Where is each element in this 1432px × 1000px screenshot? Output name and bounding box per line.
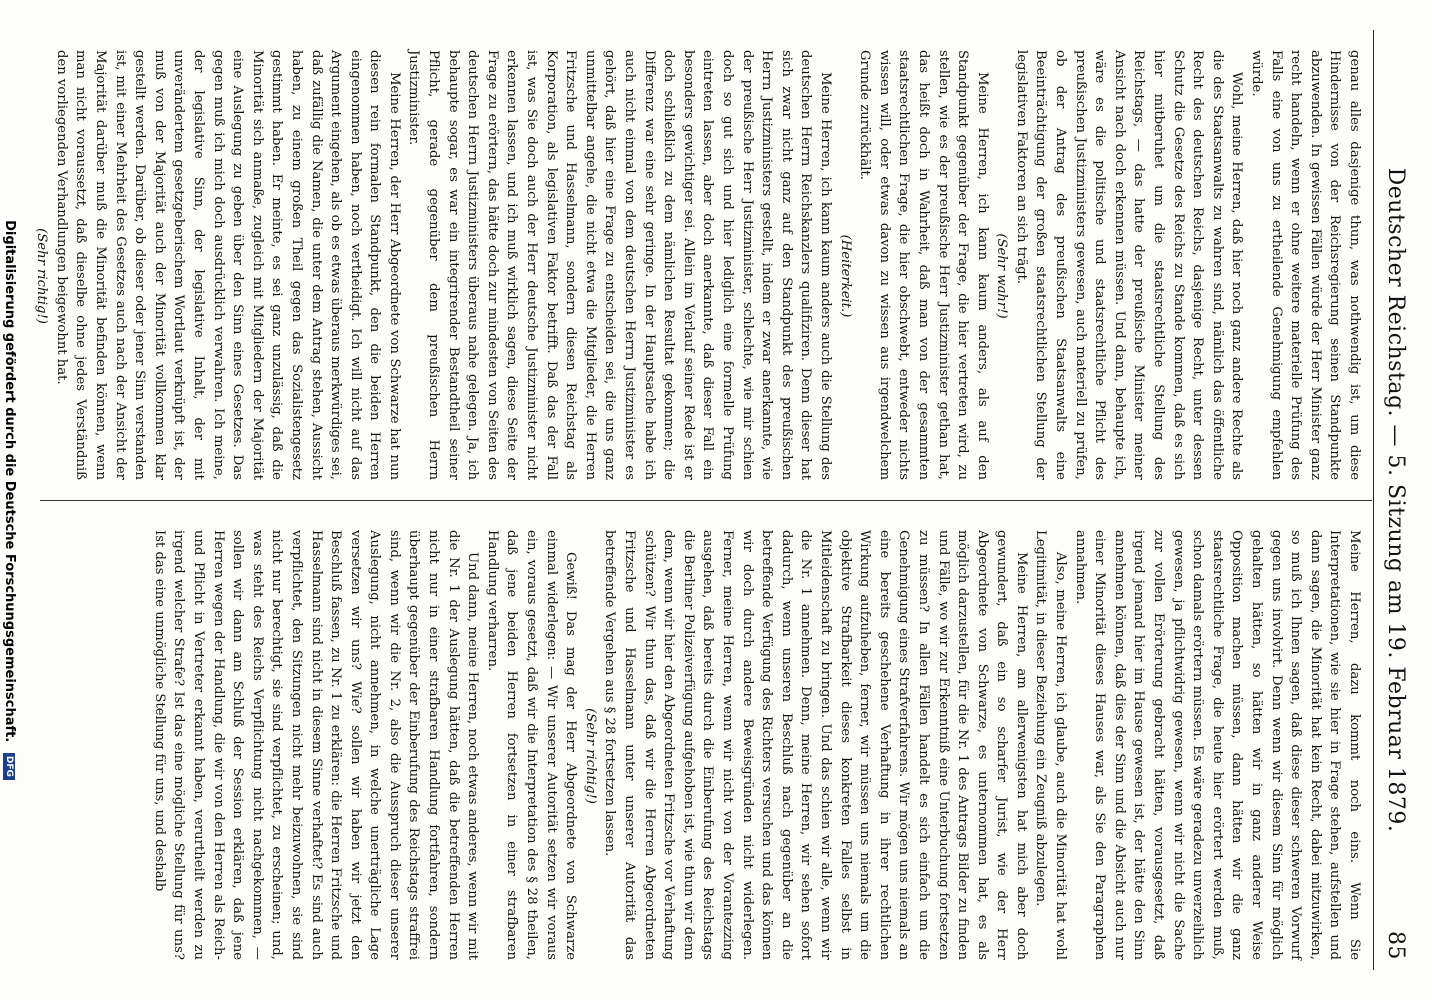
paragraph: Meine Herren, am allerwenigsten hat mich aber doch gewundert, daß ein so scharfer Jurist, wie der Herr Abgeordnete von Schwarze, es unternommen hat, es als möglich darzustellen, für die Nr. 1 des Antrags Bilder zu finden und Fälle, wo wir zur Erkenntniß eine Unterbuchung fortsetzen zu müssen? In allen Fällen handelt es sich einfach um die Genehmigung eines Strafverfahrens. Wir mögen uns niemals an eine bereits geschehene Verhaftung in ihrer rechtlichen Wirkung aufzuheben, ferner, wir müssen uns niemals um die objektive Strafbarkeit dieses konkreten Falles selbst in Mitleidenschaft zu bringen. Und das schien wir alle, wenn wir die Nr. 1 annehmen. Denn, meine Herren, wir sehen sofort dadurch, wenn unseren Beschluß nach gegenüber an die betreffende Verfügung des Richters versuchen und das können wir doch durch andere Beweisgründen nicht widerlegen. Ferner, meine Herren, wenn wir nicht von der Vorantezzing ausgehen, daß bereits durch die Einberufung des Reichstags die Berliner Polizeiverfügung aufgehoben ist, wie thun wir denn dem, wenn wir hier den Abgeordneten Fritzsche vor Verhaftung schützen? Wir thun das, daß wir die Herren Abgeordneten Fritzsche und Hasselmann unter unserer Autorität das betreffende Vergehen aus § 28 fortsetzen lassen. bbox=[602, 530, 1029, 960]
paragraph: Und dann, meine Herren, noch etwas anderes, wenn wir mit die Nr. 1 der Auslegung hätten, daß die betreffenden Herren nicht nur in einer strafbaren Handlung fortfahren, sondern überhaupt gegenüber der Einberufung des Reichstags straffrei sind, wenn wir die Nr. 2, also die Ausspruch dieser unserer Auslegung, nicht annehmen, in welche unerträgliche Lage versetzen wir uns? Wie? sollen wir haben wir jetzt den Beschluß fassen, zu Nr. 1 zu erklären: die Herren Fritzsche und Hasselmann sind nicht in diesem Sinne verhaftet? Es sind auch verpflichtet, den Sitzungen nicht mehr beizuwohnen, sie sind nicht nur berechtigt, sie sind verpflichtet, zu erscheinen; und, was steht des Reichs Verpflichtung nicht nachgekommen, — sollen wir dann am Schluß der Session erklären, daß jene Herren wegen der Handlung, die wir von den Herren als Reich- und Pflicht in Vertreter erkannt haben, verurtheilt werden zu irgend welcher Strafe? Ist das eine mögliche Stellung für uns? Ist das eine unmögliche Stellung für uns, und deshalb bbox=[151, 530, 481, 960]
interjection-note: (Sehr richtig!) bbox=[582, 708, 598, 804]
footer-text: Digitalisierung gefördert durch die Deutsche Forschungsgemeinschaft. bbox=[2, 220, 17, 743]
paragraph: Gewiß! Das mag der Herr Abgeordnete von Schwarze einmal widerlegen: — Wir unserer Autorität setzen wir voraus ein, voraus gesetzt, daß wir die Interpretation des § 28 theilen, daß jene beiden Herren fortsetzen in einer strafbaren Handlung verharren. bbox=[484, 530, 579, 960]
paragraph: genau alles dasjenige thun, was nothwendig ist, um diese Hindernisse von der Reichsregierung seinen Standpunkte abzuwenden. In gewissen Fällen würde der Herr Minister ganz recht handeln, wenn er ohne weitere materielle Prüfung des Falls eine von uns zu ertheilende Genehmigung empfehlen würde. bbox=[1249, 50, 1362, 480]
interjection-note: (Sehr richtig!) bbox=[34, 228, 50, 324]
paragraph: Meine Herren, der Herr Abgeordnete von Schwarze hat nun diesen rein formalen Standpunkt, den die beiden Herren eingenommen haben, noch vertheidigt. Ich will nicht auf das Argument eingehen, als ob es etwas überaus merkwürdiges sei, daß zufällig die Namen, die unter dem Antrag stehen, Aussicht haben, zu einem großen Theil gegen das Sozialistengesetz gestimmt haben. Er meinte, es sei ganz unzulässig, daß die Minorität sich anmaße, zugleich mit Mitgliedern der Majorität eine Auslegung zu geben über den Sinn eines Gesetzes. Das gegen muß ich mich doch ausdrücklich verwahren. Ich meine, der legislative Sinn, der legislative Inhalt, der mit unverändertem gesetzgeberischem Wortlaut verknüpft ist, der muß von der Majorität auch der Minorität vollkommen klar gestellt werden. Darüber, ob dieser oder jener Sinn verstanden ist, mit einer Mehrheit des Gesetzes auch nach der Ansicht der Majorität darüber muß die Minorität befinden können, wenn man nicht voraussetzt, daß dieselbe ohne jedes Verständniß den vorliegenden Verhandlungen beigewohnt hat. bbox=[53, 50, 402, 480]
header-rule bbox=[1373, 30, 1374, 970]
paragraph: Meine Herren, dazu kommt noch eins. Wenn Sie Interpretationen, wie sie hier in Frage stehen, aufstellen und dann sagen, die Minorität hat kein Recht, dabei mitzuwirken, so muß ich Ihnen sagen, daß diese dieser schweren Vorwurf gegen uns involvirt. Denn wenn wir diesem Sinn für möglich gehalten hätten, so hätten wir in ganz anderer Weise Opposition machen müssen, dann hätten wir die ganz staatsrechtliche Frage, die heute hier erörtert werden muß, schon damals erörtern müssen. Es wäre geradezu unverzeihlich gewesen, ja pflichtwidrig gewesen, wenn wir nicht die Sache zur vollen Erörterung gebracht hätten, vorausgesetzt, daß irgend jemand hier im Hause gewesen ist, der hätte den Sinn annehmen können, daß dies der Sinn und die Absicht auch nur einer Minorität dieses Hauses war, als Sie den Paragraphen annahmen. bbox=[1072, 530, 1362, 960]
paragraph: Meine Herren, ich kann kaum anders auch die Stellung des deutschen Herrn Reichskanzlers qualifiziren. Denn dieser hat sich zwar nicht ganz auf den Standpunkt des preußischen Herrn Justizministers gestellt, indem er zwar anerkannte, wie der preußische Herr Justizminister, schlechte, wie mir schien doch so gut sich und hier lediglich eine formelle Prüfung eintreten lassen, aber doch anerkannte, daß dieser Fall ein besonders gewichtiger sei. Allein im Verlauf seiner Rede ist er doch schließlich zu dem nämlichen Resultat gekommen; die Differenz war eine sehr geringe. In der Hauptsache habe ich auch nicht einmal von dem deutschen Herrn Justizminister es gehört, daß hier eine Frage zu entscheiden sei, die uns ganz unmittelbar angehe, die nicht etwa die Mitglieder, die Herren Fritzsche und Hasselmann, sondern diesen Reichstag als Korporation, als legislativen Faktor betrifft. Daß das der Fall ist, was Sie doch auch der Herr deutsche Justizminister nicht erkennen lassen, und ich muß wirklich sagen, diese Seite der Frage zu erörtern, das hätte doch zur mindesten von Seiten des deutschen Herrn Justizministers überaus nahe gelegen. Ja, ich behaupte sogar, es war ein integrirender Bestandtheil seiner Pflicht, gerade gegenüber dem preußischen Herrn Justizminister. bbox=[406, 50, 833, 480]
interjection-note: (Heiterkeit.) bbox=[837, 234, 853, 318]
left-column bbox=[32, 50, 1364, 480]
header-title: Deutscher Reichstag. — 5. Sitzung am 19. Februar 1879. bbox=[1383, 167, 1408, 833]
paragraph: Wohl, meine Herren, daß hier noch ganz andere Rechte als die des Staatsanwalts zu wahren sind, nämlich das öffentliche Recht des deutschen Reichs, dasjenige Recht, unter dessen Schutz die Gesetze des Reichs zu Stande kommen, daß es sich hier mitberuhet um die staatsrechtliche Stellung des Reichstags, — das hatte der preußische Minister meiner Ansicht nach doch erkennen müssen. Und dann, behaupte ich, wäre es die politische und staatsrechtliche Pflicht des preußischen Justizministers gewesen, auch materiell zu prüfen, ob der Antrag des preußischen Staatsanwalts eine Beeinträchtigung der großen staatsrechtlichen Stellung der legislativen Faktoren an sich trägt. bbox=[1013, 50, 1245, 480]
digitization-footer bbox=[2, 0, 17, 1000]
page-number: 85 bbox=[1383, 931, 1408, 960]
right-column bbox=[149, 530, 1364, 960]
paragraph: Meine Herren, ich kann kaum anders, als auf den Standpunkt gegenüber der Frage, die hier vertreten wird, zu stellen, wie es der preußische Herr Justizminister gethan hat, das heißt doch in Wahrheit, daß man von der gesammten staatsrechtlichen Frage, die hier obschwebt, entweder nichts wissen will, oder etwas davon zu wissen aus irgendwelchem Grunde zurückhält. bbox=[857, 50, 990, 480]
interjection-note: (Sehr wahr!) bbox=[994, 233, 1010, 319]
column-divider bbox=[40, 500, 1372, 501]
paragraph: Also, meine Herren, ich glaube, auch die Minorität hat wohl Legitimität, in dieser Beziehung ein Zeugniß abzulegen. bbox=[1033, 530, 1069, 960]
dfg-logo: DFG bbox=[4, 753, 16, 780]
page-header bbox=[1374, 40, 1414, 960]
